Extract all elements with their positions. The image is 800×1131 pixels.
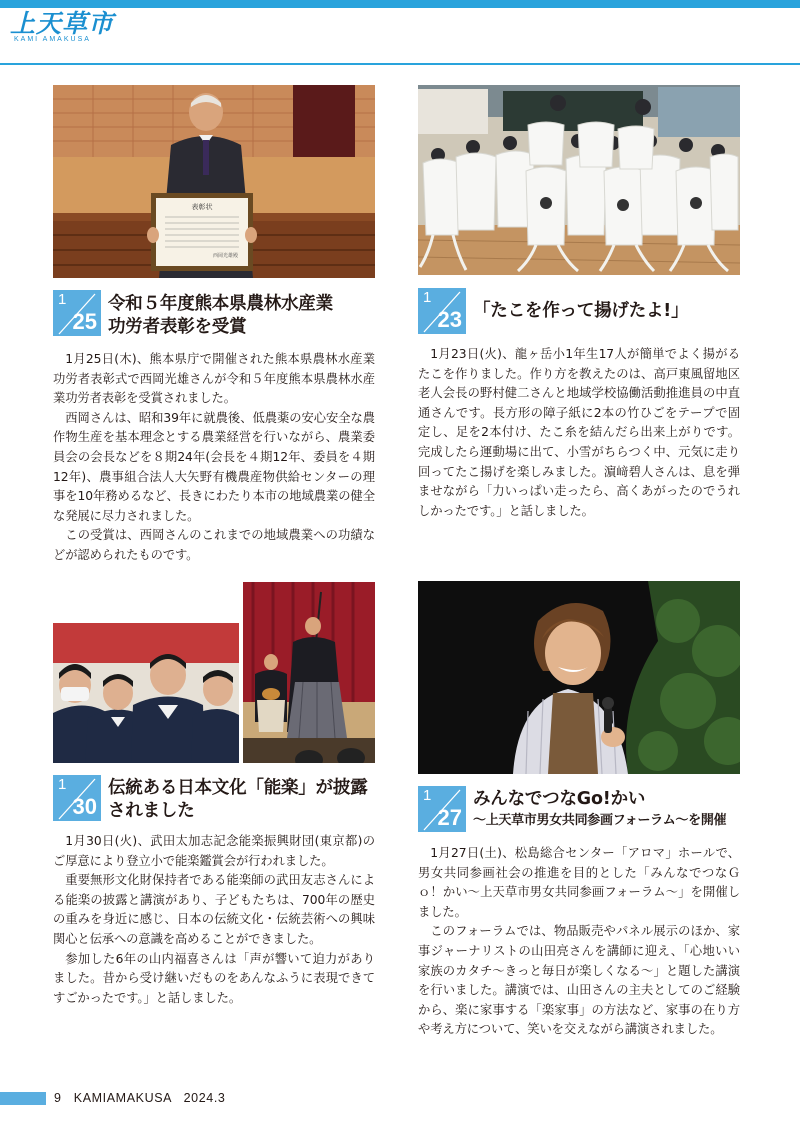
article-4-subtitle: ～上天草市男女共同参画フォーラム～を開催 bbox=[473, 813, 727, 828]
date-month: 1 bbox=[58, 776, 67, 793]
footer-text bbox=[54, 1091, 225, 1105]
date-badge-article-1 bbox=[53, 290, 101, 336]
date-badge-article-4 bbox=[418, 786, 466, 832]
date-badge-article-2 bbox=[418, 288, 466, 334]
award-photo bbox=[53, 85, 375, 278]
header-rule bbox=[0, 63, 800, 65]
top-accent-band bbox=[0, 0, 800, 8]
date-month: 1 bbox=[423, 289, 432, 306]
issue-date: 2024.3 bbox=[183, 1091, 226, 1105]
kite-photo bbox=[418, 85, 740, 275]
noh-performance-photo bbox=[243, 582, 375, 763]
city-logo bbox=[10, 10, 120, 52]
date-day: 23 bbox=[437, 307, 462, 332]
logo-sub-text: KAMI AMAKUSA bbox=[14, 36, 91, 43]
publication-name: KAMIAMAKUSA bbox=[73, 1091, 172, 1105]
date-day: 30 bbox=[72, 794, 97, 819]
article-4-body: 1月27日(土)、松島総合センター「アロマ」ホールで、男女共同参画社会の推進を目的とした「みんなでつなＧｏ！かい～上天草市男女共同参画フォーラム～」を開催しました。 このフォーラムでは、物品販売やパネル展示のほか、家事ジャーナリストの山田亮さんを講師に迎え、「心地いい家族のカタチ～きっと毎日が楽しくなる～」と題した講演を行いました。講演では、山田さんの主夫としてのご経験から、楽に家事する「楽家事」の方法など、家事の在り方や考え方について、笑いを交えながら講演されました。 bbox=[418, 846, 740, 1037]
footer-accent-band bbox=[0, 1092, 46, 1105]
article-4-title: みんなでつなGo!かい bbox=[473, 789, 646, 809]
date-day: 27 bbox=[437, 805, 462, 830]
article-3-title: 伝統ある日本文化「能楽」が披露 されました bbox=[108, 778, 368, 821]
date-badge-article-3 bbox=[53, 775, 101, 821]
article-3-body: 1月30日(火)、武田太加志記念能楽振興財団(東京都)のご厚意により登立小で能楽鑑賞会が行われました。 重要無形文化財保持者である能楽師の武田友志さんによる能楽の披露と講演があり、子どもたちは、700年の歴史の重みを身近に感じ、日本の伝統文化・伝統芸術への興味関心と伝承への意識を高めることができました。 参加した6年の山内福喜さんは「声が響いて迫力がありました。昔から受け継いだものをあんなふうに表現できてすごかったです。」と話しました。 bbox=[53, 834, 375, 1005]
date-day: 25 bbox=[72, 309, 97, 334]
date-month: 1 bbox=[58, 291, 67, 308]
article-1-title: 令和５年度熊本県農林水産業 功労者表彰を受賞 bbox=[108, 294, 333, 337]
date-month: 1 bbox=[423, 787, 432, 804]
article-2-title: 「たこを作って揚げたよ!」 bbox=[473, 301, 689, 321]
logo-main-text: 上天草市 bbox=[10, 9, 115, 38]
article-2-body: 1月23日(火)、龍ヶ岳小1年生17人が簡単でよく揚がるたこを作りました。作り方を教えたのは、高戸東風留地区老人会長の野村健二さんと地域学校協働活動推進員の中直通さんです。長方形の障子紙に2本の竹ひごをテープで固定し、足を2本付け、たこ糸を結んだら出来上がりです。完成したら運動場に出て、小雪がちらつく中、元気に走り回ってたこ揚げを楽しみました。濵﨑碧人さんは、息を弾ませながら「力いっぱい走ったら、高くあがったのでうれしかったです。」と話しました。 bbox=[418, 347, 740, 518]
certificate-name: 西岡光雄殿 bbox=[212, 253, 238, 259]
forum-speaker-photo bbox=[418, 581, 740, 774]
students-photo bbox=[53, 623, 239, 763]
page-number: 9 bbox=[54, 1091, 62, 1105]
certificate-heading: 表彰状 bbox=[191, 203, 213, 211]
article-1-body: 1月25日(木)、熊本県庁で開催された熊本県農林水産業功労者表彰式で西岡光雄さんが令和５年度熊本県農林水産業功労者表彰を受賞されました。 西岡さんは、昭和39年に就農後、低農薬の安心安全な農作物生産を基本理念とする農業経営を行いながら、農業委員会の会長などを８期24年(会長を４期12年、委員を４期12年)、農事組合法人大矢野有機農産物供給センターの理事を10年務めるなど、長きにわたり本市の地域農業の健全な発展に尽力されました。 この受賞は、西岡さんのこれまでの地域農業への功績などが認められたものです。 bbox=[53, 352, 375, 562]
